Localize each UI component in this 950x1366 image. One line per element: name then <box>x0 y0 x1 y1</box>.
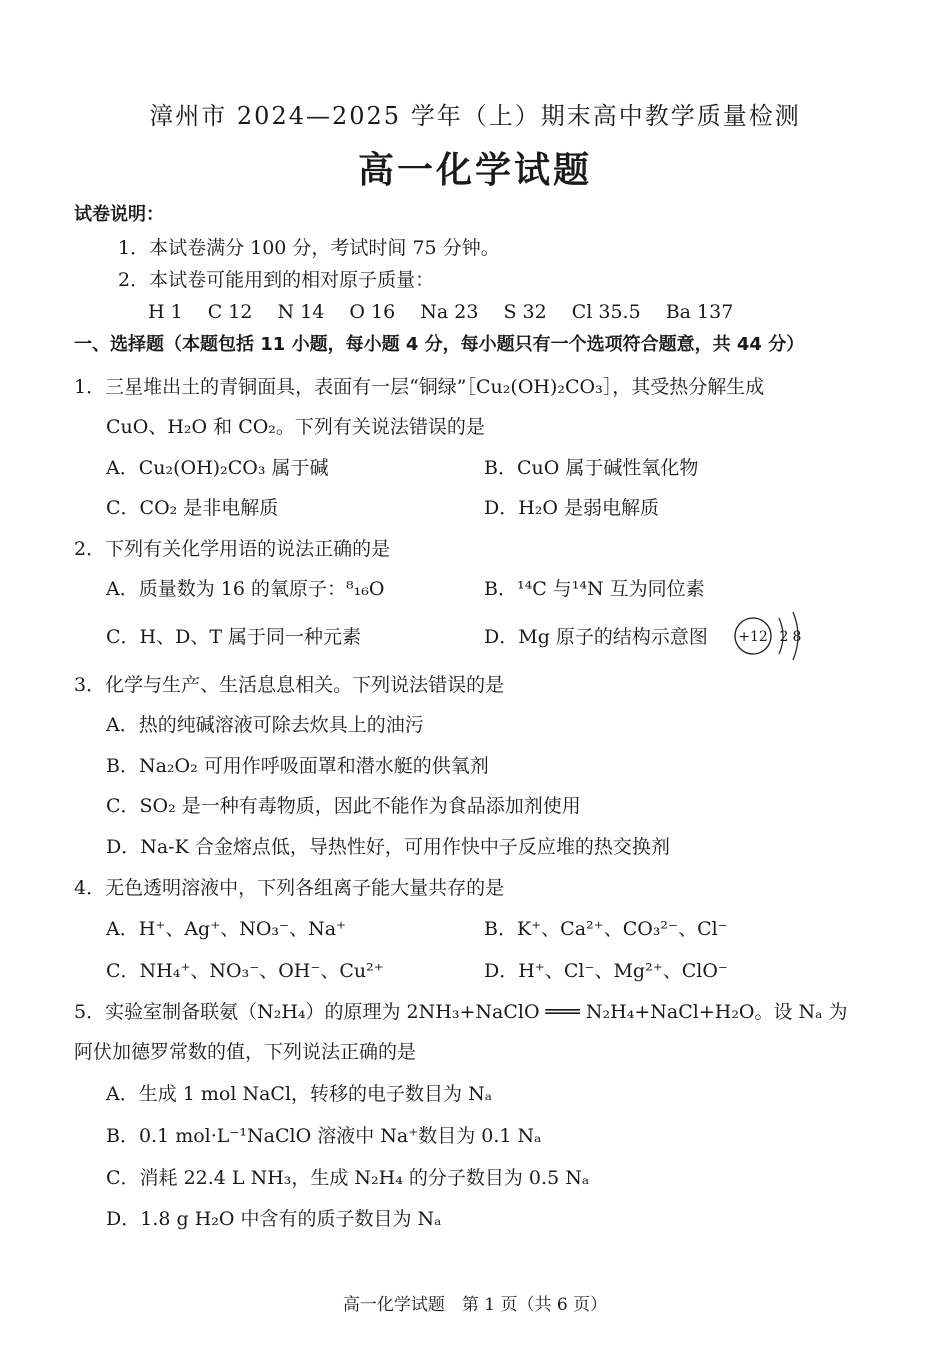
q5-stem-line2: 阿伏加德罗常数的值，下列说法正确的是 <box>74 1041 417 1063</box>
q4-option-b: B．K⁺、Ca²⁺、CO₃²⁻、Cl⁻ <box>484 918 728 940</box>
q3-option-d: D．Na-K 合金熔点低，导热性好，可用作快中子反应堆的热交换剂 <box>106 836 670 858</box>
page-footer: 高一化学试题 第 1 页（共 6 页） <box>342 1295 608 1315</box>
q4-option-a: A．H⁺、Ag⁺、NO₃⁻、Na⁺ <box>106 918 347 940</box>
q3-option-c: C．SO₂ 是一种有毒物质，因此不能作为食品添加剂使用 <box>106 795 581 817</box>
q1-option-d: D．H₂O 是弱电解质 <box>484 497 660 519</box>
exam-header: 漳州市 2024—2025 学年（上）期末高中教学质量检测 <box>149 102 801 130</box>
q1-option-a: A．Cu₂(OH)₂CO₃ 属于碱 <box>106 457 329 479</box>
q2-option-a: A．质量数为 16 的氧原子：⁸₁₆O <box>106 578 385 600</box>
page-title: 高一化学试题 <box>357 149 592 191</box>
shell-1-electrons: 2 <box>779 629 789 645</box>
instructions-heading: 试卷说明： <box>74 204 164 225</box>
instruction-item-1: 1．本试卷满分 100 分，考试时间 75 分钟。 <box>118 237 500 259</box>
q2-option-c: C．H、D、T 属于同一种元素 <box>106 626 362 648</box>
q5-stem-line1: 5．实验室制备联氨（N₂H₄）的原理为 2NH₃+NaClO ═══ N₂H₄+NaCl+H₂O。设 Nₐ 为 <box>74 1001 848 1023</box>
nucleus-charge: +12 <box>738 629 768 645</box>
section-heading: 一、选择题（本题包括 11 小题，每小题 4 分，每小题只有一个选项符合题意，共 44 分） <box>74 334 805 355</box>
q5-option-b: B．0.1 mol·L⁻¹NaClO 溶液中 Na⁺数目为 0.1 Nₐ <box>106 1125 542 1147</box>
q4-stem: 4．无色透明溶液中，下列各组离子能大量共存的是 <box>74 877 505 899</box>
q3-option-b: B．Na₂O₂ 可用作呼吸面罩和潜水艇的供氧剂 <box>106 755 489 777</box>
q1-option-c: C．CO₂ 是非电解质 <box>106 497 279 519</box>
q3-stem: 3．化学与生产、生活息息相关。下列说法错误的是 <box>74 674 505 696</box>
q3-option-a: A．热的纯碱溶液可除去炊具上的油污 <box>106 714 424 736</box>
atomic-masses: H 1 C 12 N 14 O 16 Na 23 S 32 Cl 35.5 Ba 137 <box>148 301 734 323</box>
q2-stem: 2．下列有关化学用语的说法正确的是 <box>74 538 391 560</box>
q1-stem-line2: CuO、H₂O 和 CO₂。下列有关说法错误的是 <box>106 416 485 438</box>
shell-2-electrons: 8 <box>792 629 802 645</box>
q2-option-b: B．¹⁴C 与¹⁴N 互为同位素 <box>484 578 705 600</box>
q4-option-c: C．NH₄⁺、NO₃⁻、OH⁻、Cu²⁺ <box>106 960 384 982</box>
mg-atom-structure-diagram <box>733 606 813 666</box>
q5-option-a: A．生成 1 mol NaCl，转移的电子数目为 Nₐ <box>106 1083 493 1105</box>
q5-option-d: D．1.8 g H₂O 中含有的质子数目为 Nₐ <box>106 1208 442 1230</box>
q1-option-b: B．CuO 属于碱性氧化物 <box>484 457 699 479</box>
instruction-item-2: 2．本试卷可能用到的相对原子质量： <box>118 269 435 291</box>
q1-stem-line1: 1．三星堆出土的青铜面具，表面有一层“铜绿”［Cu₂(OH)₂CO₃］，其受热分解生成 <box>74 376 765 398</box>
q4-option-d: D．H⁺、Cl⁻、Mg²⁺、ClO⁻ <box>484 960 728 982</box>
q5-option-c: C．消耗 22.4 L NH₃，生成 N₂H₄ 的分子数目为 0.5 Nₐ <box>106 1167 590 1189</box>
q2-option-d: D．Mg 原子的结构示意图 <box>484 626 708 648</box>
